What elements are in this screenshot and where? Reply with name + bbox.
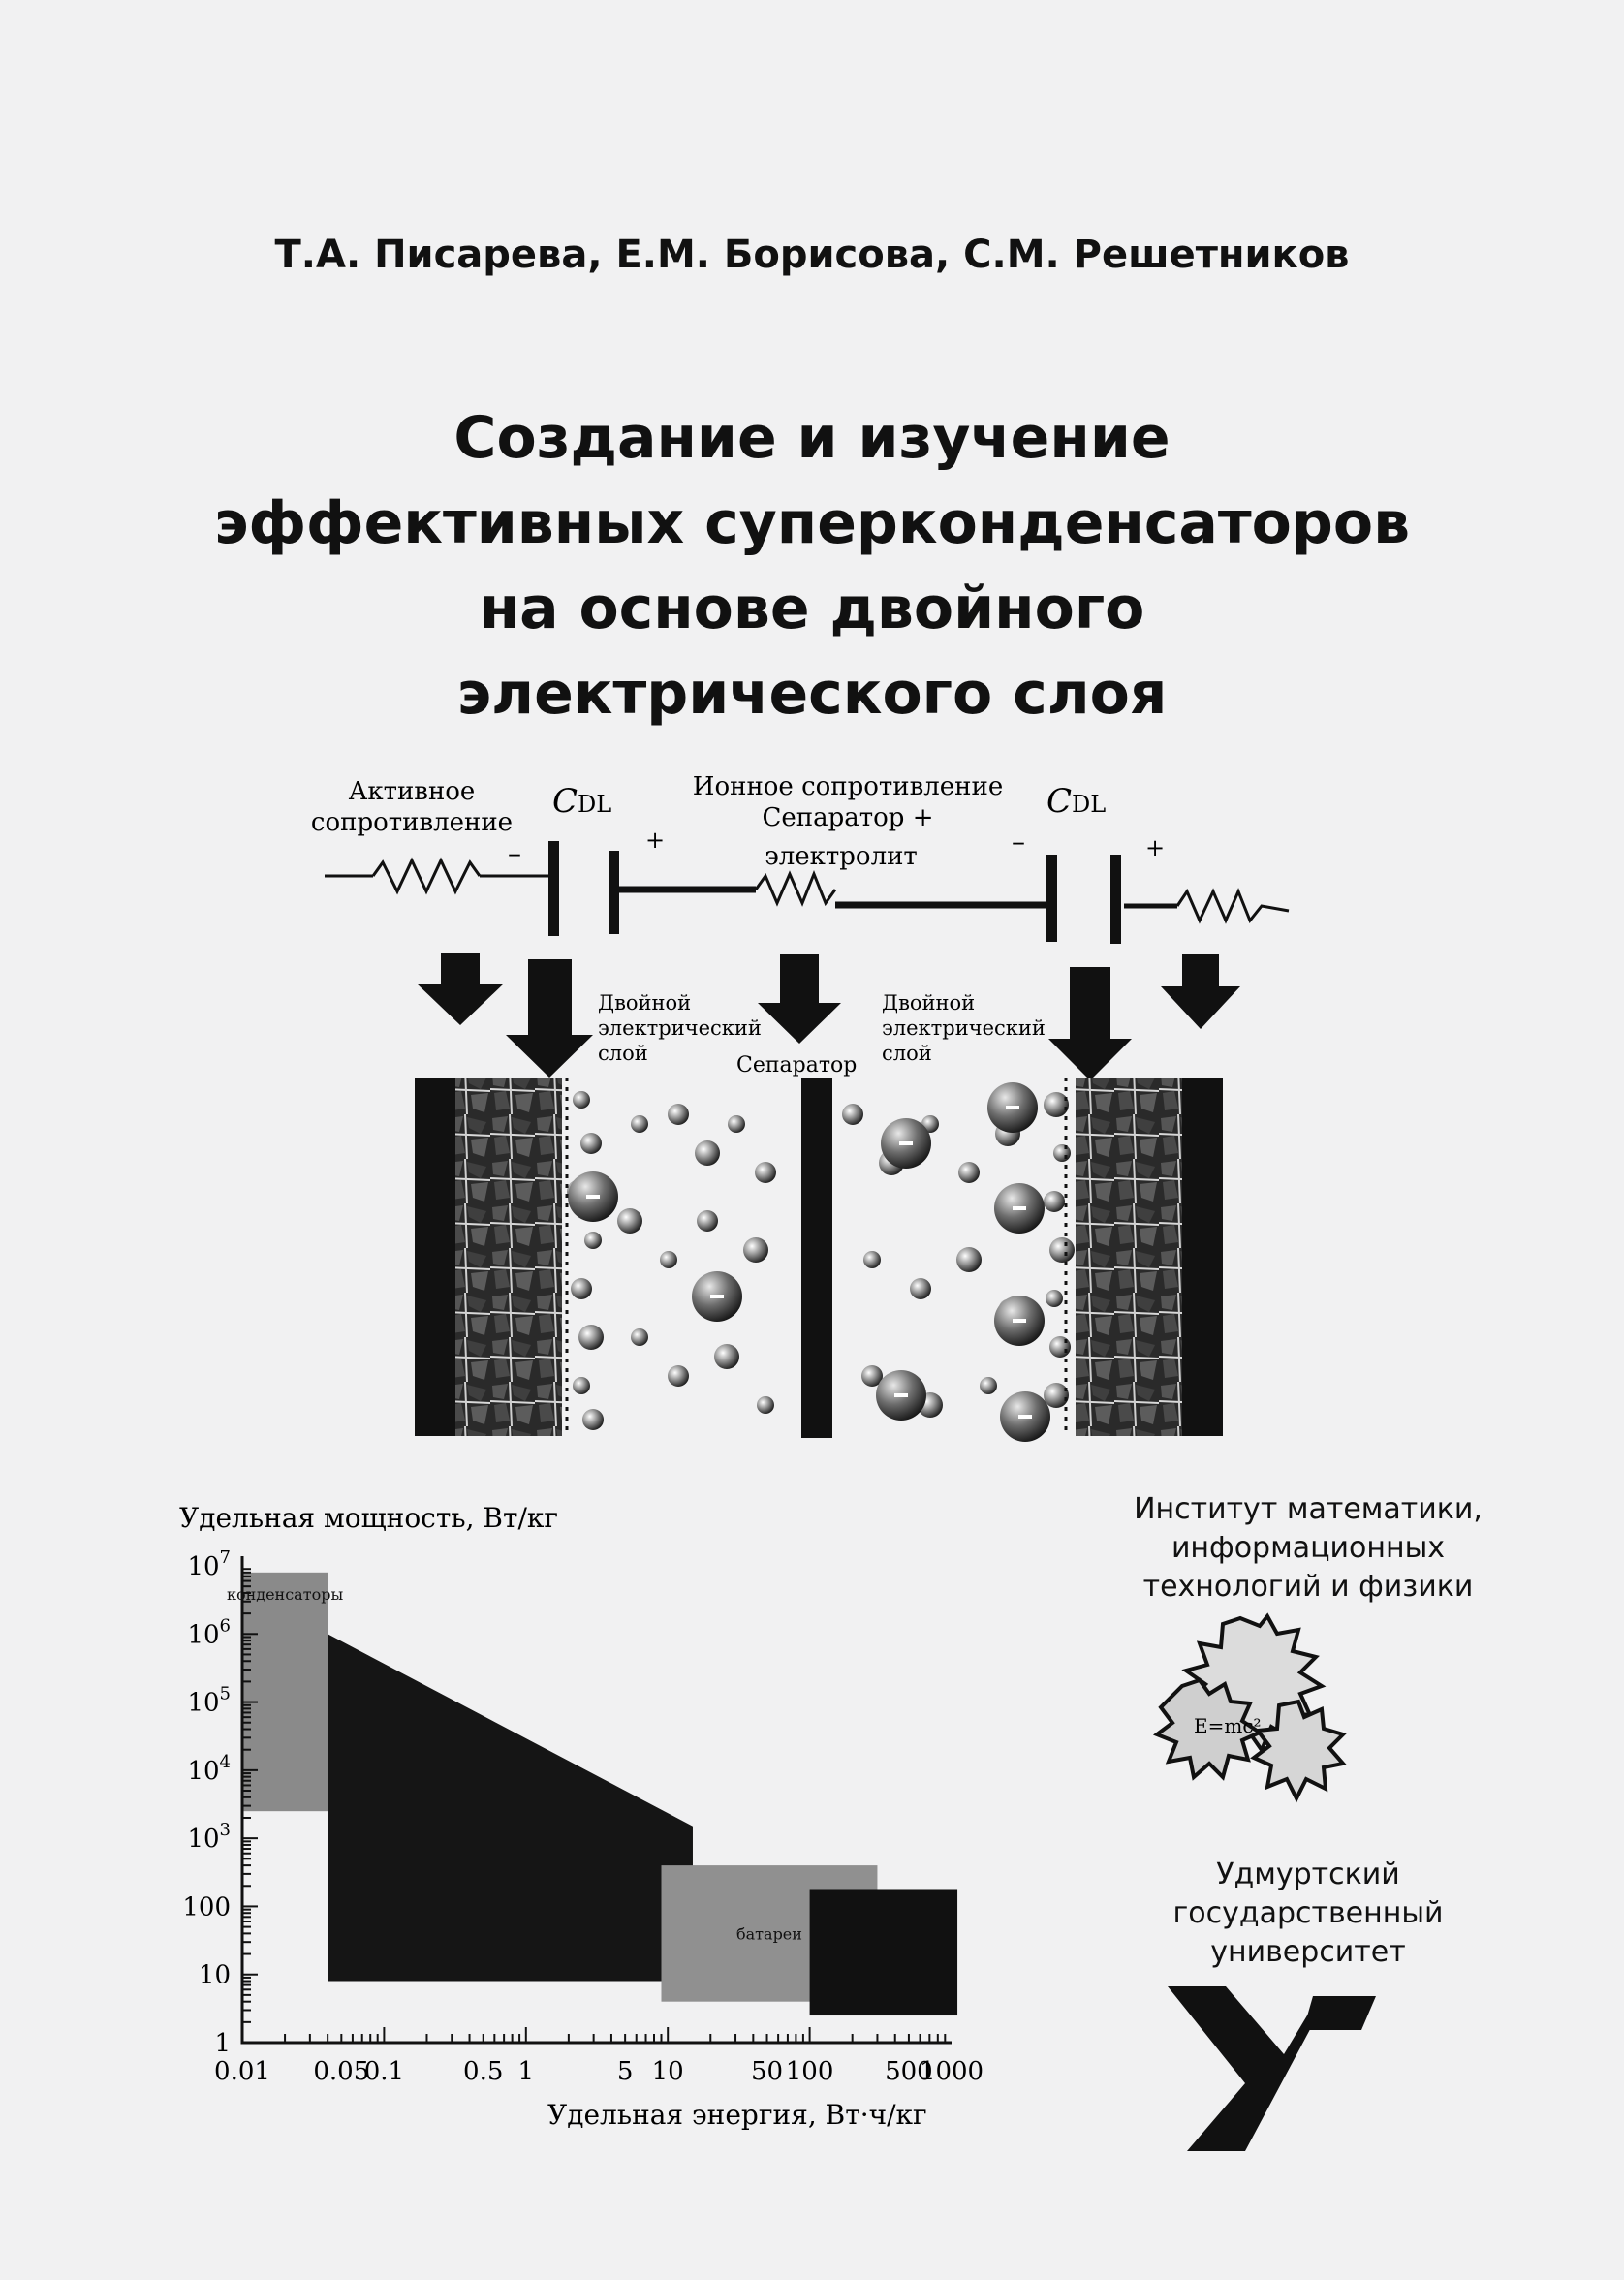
title-line: эффективных суперконденсаторов [213, 489, 1411, 557]
separator-membrane [801, 1078, 832, 1438]
solvent-molecule [571, 1278, 592, 1299]
y-axis-label: Удельная мощность, Вт/кг [179, 1502, 559, 1534]
right-current-collector [1182, 1078, 1223, 1436]
university-line: Удмуртский [1216, 1858, 1400, 1891]
university-name [1076, 1856, 1541, 1972]
separator-label: Сепаратор [736, 1053, 858, 1078]
solvent-molecule [1053, 1144, 1071, 1162]
solvent-molecule [958, 1162, 980, 1183]
double-layer-label-left: слой [598, 1042, 648, 1065]
authors: Т.А. Писарева, Е.М. Борисова, С.М. Решетников [274, 233, 1350, 277]
solvent-molecule [582, 1409, 604, 1430]
solvent-molecule [956, 1247, 982, 1272]
x-tick-label: 5 [616, 2057, 634, 2086]
cdl-label-right [1046, 782, 1106, 821]
double-layer-label-left: электрический [598, 1016, 762, 1040]
region-label: батареи [736, 1924, 802, 1944]
solvent-molecule [695, 1140, 720, 1166]
minus-sign: – [508, 837, 521, 869]
cdl-label-left [552, 782, 611, 821]
solvent-molecule [617, 1208, 642, 1234]
x-tick-label: 0.5 [463, 2057, 504, 2086]
solvent-molecule [1044, 1191, 1065, 1212]
solvent-molecule [910, 1278, 931, 1299]
x-axis-label: Удельная энергия, Вт·ч/кг [547, 2099, 927, 2131]
cdl-symbol: C [552, 782, 578, 821]
solvent-molecule [584, 1232, 602, 1249]
plus-sign: + [1145, 834, 1166, 861]
ragone-chart [0, 1492, 984, 2151]
x-tick-label: 100 [785, 2057, 834, 2086]
double-layer-label-right: Двойной [882, 991, 976, 1015]
region-3 [810, 1889, 957, 2015]
solvent-molecule [863, 1251, 881, 1268]
title-line: на основе двойного [479, 575, 1145, 642]
solvent-molecule [1044, 1383, 1069, 1408]
institute-logo [1143, 1608, 1376, 1822]
active-resistance-label: сопротивление [310, 808, 514, 837]
left-electrode [455, 1078, 562, 1436]
solvent-molecule [755, 1162, 776, 1183]
title-line: электрического слоя [456, 660, 1168, 728]
x-tick-label: 0.1 [363, 2057, 405, 2086]
plus-sign: + [645, 827, 666, 854]
active-resistance-label: Активное [348, 777, 476, 806]
ion-charge-minus [1018, 1415, 1032, 1419]
ion-charge-minus [1013, 1319, 1026, 1323]
university-line: университет [1210, 1935, 1406, 1969]
x-tick-label: 10 [651, 2057, 684, 2086]
ion-charge-minus [1013, 1206, 1026, 1210]
ion-charge-minus [1006, 1106, 1019, 1109]
solvent-molecule [1049, 1336, 1071, 1358]
institute-name [1076, 1490, 1541, 1607]
y-tick-label: 1 [214, 2029, 231, 2058]
y-tick-label: $10^3$ [187, 1820, 231, 1855]
solvent-molecule [728, 1115, 745, 1133]
y-tick-label: $10^4$ [187, 1751, 231, 1786]
solvent-molecule [842, 1104, 863, 1125]
solvent-molecule [668, 1104, 689, 1125]
solvent-molecule [631, 1115, 648, 1133]
y-tick-label: 10 [198, 1960, 231, 1990]
cdl-subscript: DL [578, 791, 612, 818]
separator-electrolyte-label: Сепаратор + [762, 803, 934, 832]
ion-charge-minus [899, 1141, 913, 1145]
separator-electrolyte-label: электролит [765, 842, 918, 871]
solvent-molecule [714, 1344, 739, 1369]
cdl-symbol: C [1046, 782, 1073, 821]
solvent-molecule [573, 1091, 590, 1109]
logo-formula: E=mc² [1194, 1714, 1262, 1737]
ion-charge-minus [894, 1393, 908, 1397]
solvent-molecule [631, 1328, 648, 1346]
x-tick-label: 50 [750, 2057, 784, 2086]
solvent-molecule [578, 1325, 604, 1350]
solvent-molecule [757, 1396, 774, 1414]
y-tick-label: $10^5$ [187, 1683, 231, 1718]
university-logo-icon [1168, 1986, 1381, 2156]
institute-line: Институт математики, [1134, 1492, 1483, 1526]
x-tick-label: 500 [885, 2057, 933, 2086]
region-1 [328, 1634, 693, 1981]
x-tick-label: 1 [517, 2057, 535, 2086]
y-tick-label: $10^6$ [187, 1615, 231, 1650]
solvent-molecule [573, 1377, 590, 1394]
solvent-molecule [660, 1251, 677, 1268]
solvent-molecule [580, 1133, 602, 1154]
solvent-molecule [1044, 1092, 1069, 1117]
region-label: конденсаторы [226, 1584, 344, 1604]
y-tick-label: $10^7$ [187, 1547, 231, 1581]
solvent-molecule [1046, 1290, 1063, 1307]
left-current-collector [415, 1078, 455, 1436]
ionic-resistance-label: Ионное сопротивление [692, 772, 1004, 801]
solvent-molecule [697, 1210, 718, 1232]
x-tick-label: 0.01 [214, 2057, 270, 2086]
double-layer-label-left: Двойной [598, 991, 692, 1015]
institute-line: технологий и физики [1142, 1570, 1474, 1604]
solvent-molecule [980, 1377, 997, 1394]
double-layer-label-right: электрический [882, 1016, 1046, 1040]
x-tick-label: 0.05 [313, 2057, 370, 2086]
title-line: Создание и изучение [453, 404, 1171, 472]
y-tick-label: 100 [182, 1892, 231, 1922]
ion-charge-minus [710, 1295, 724, 1298]
region-0 [242, 1573, 328, 1811]
ion-charge-minus [586, 1195, 600, 1199]
solvent-molecule [1049, 1237, 1075, 1263]
solvent-molecule [743, 1237, 768, 1263]
cdl-subscript: DL [1072, 791, 1107, 818]
double-layer-label-right: слой [882, 1042, 932, 1065]
institute-line: информационных [1171, 1531, 1446, 1565]
cell-illustration [415, 1078, 1223, 1442]
x-tick-label: 1000 [919, 2057, 984, 2086]
minus-sign: – [1012, 826, 1025, 858]
right-electrode [1076, 1078, 1182, 1436]
university-line: государственный [1172, 1896, 1444, 1930]
solvent-molecule [668, 1365, 689, 1387]
